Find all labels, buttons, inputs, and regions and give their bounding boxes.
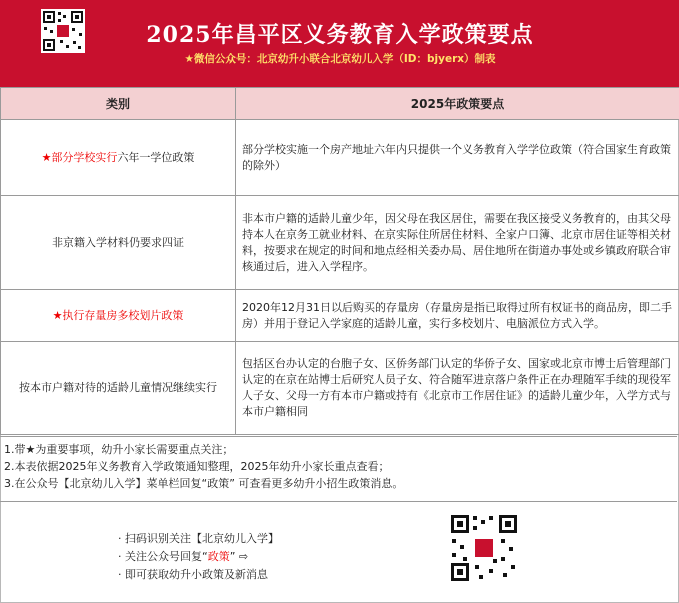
footer-instructions <box>118 530 279 584</box>
reply-suffix: ” ⇨ <box>229 550 249 563</box>
category-cell <box>1 196 236 290</box>
category-cell <box>1 290 236 342</box>
policy-cell: 部分学校实施一个房产地址六年内只提供一个义务教育入学学位政策（符合国家生育政策的除外） <box>236 120 679 196</box>
important-star-label: ★执行存量房多校划片政策 <box>52 308 184 322</box>
footer-section <box>0 508 679 603</box>
note-line: 2.本表依据2025年义务教育入学政策通知整理，2025年幼升小家长重点查看； <box>4 460 390 473</box>
table-row <box>1 196 679 290</box>
notes-section <box>0 436 677 502</box>
policy-cell: 2020年12月31日以后购买的存量房（存量房是指已取得过所有权证书的商品房，即二手房）并用于登记入学家庭的适龄儿童，实行多校划片、电脑派位方式入学。 <box>236 290 679 342</box>
footer-line-get: · 即可获取幼升小政策及新消息 <box>118 568 268 581</box>
qr-code-icon[interactable] <box>41 9 85 53</box>
table-row <box>1 290 679 342</box>
header-banner <box>0 0 679 87</box>
category-label: 非京籍入学材料仍要求四证 <box>52 235 184 249</box>
important-star-label: ★部分学校实行 <box>41 150 118 164</box>
reply-keyword: 政策 <box>207 550 230 563</box>
note-line: 1.带★为重要事项，幼升小家长需要重点关注； <box>4 443 234 456</box>
qr-code-icon[interactable] <box>449 513 519 583</box>
reply-prefix: · 关注公众号回复“ <box>118 550 208 563</box>
column-header-policy: 2025年政策要点 <box>236 88 679 120</box>
page-title: 2025年昌平区义务教育入学政策要点 <box>146 22 534 48</box>
category-cell <box>1 342 236 435</box>
policy-cell: 非本市户籍的适龄儿童少年，因父母在我区居住，需要在我区接受义务教育的，由其父母持本人在京务工就业材料、在京实际住所居住材料、全家户口簿、北京市居住证等相关材料，按要求在规定的时间和地点经相关委办局、居住地所在街道办事处或乡镇政府联合审核通过后，进入入学程序。 <box>236 196 679 290</box>
footer-line-follow: · 扫码识别关注【北京幼儿入学】 <box>118 532 279 545</box>
table-header-row <box>1 88 679 120</box>
column-header-category: 类别 <box>1 88 236 120</box>
note-line: 3.在公众号【北京幼儿入学】菜单栏回复“政策” 可查看更多幼升小招生政策消息。 <box>4 477 404 490</box>
table-row <box>1 120 679 196</box>
category-label: 六年一学位政策 <box>117 150 195 164</box>
page-subtitle: ★微信公众号：北京幼升小联合北京幼儿入学（ID：bjyerx）制表 <box>184 53 496 65</box>
policy-cell: 包括区台办认定的台胞子女、区侨务部门认定的华侨子女、国家或北京市博士后管理部门认定的在京在站博士后研究人员子女、符合随军进京落户条件正在办理随军手续的现役军人子女、父母一方有本市户籍或持有《北京市工作居住证》的适龄儿童少年，入学方式与本市户籍相同 <box>236 342 679 435</box>
policy-table <box>0 87 679 435</box>
table-row <box>1 342 679 435</box>
category-cell <box>1 120 236 196</box>
category-label: 按本市户籍对待的适龄儿童情况继续实行 <box>19 381 217 394</box>
footer-line-reply <box>118 548 279 566</box>
